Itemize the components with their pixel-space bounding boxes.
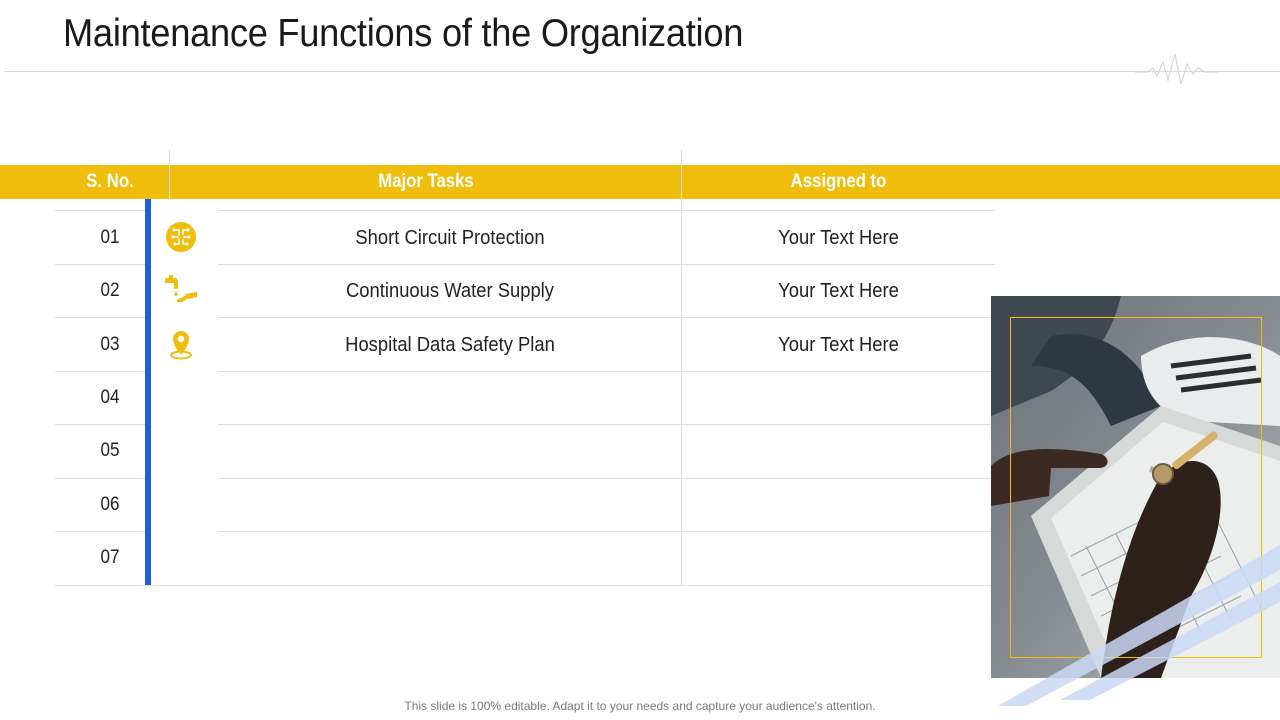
row-divider [55, 264, 145, 265]
page-title: Maintenance Functions of the Organization [63, 12, 744, 55]
row-divider [55, 424, 145, 425]
assigned-label: Your Text Here [778, 334, 899, 356]
task-label: Short Circuit Protection [355, 227, 545, 249]
header-major-tasks: Major Tasks [378, 171, 474, 192]
circuit-icon [165, 221, 197, 253]
row-divider [55, 317, 145, 318]
row-divider [218, 531, 995, 532]
location-pin-icon [165, 328, 197, 360]
row-number: 03 [100, 334, 120, 355]
row-number: 07 [100, 547, 120, 568]
header-divider [169, 150, 170, 199]
row-divider [55, 210, 145, 211]
row-divider [218, 424, 995, 425]
row-number: 01 [100, 227, 120, 248]
row-divider [218, 371, 995, 372]
header-assigned-to: Assigned to [790, 171, 887, 192]
task-label: Continuous Water Supply [346, 280, 554, 302]
header-sno: S. No. [86, 171, 134, 192]
water-tap-icon [163, 274, 199, 306]
row-number: 02 [100, 280, 120, 301]
row-number: 04 [100, 387, 120, 408]
task-label: Hospital Data Safety Plan [345, 334, 555, 356]
title-divider [4, 71, 1280, 72]
row-divider [218, 317, 995, 318]
footer-note: This slide is 100% editable. Adapt it to your needs and capture your audience's attention. [404, 699, 876, 713]
row-divider [55, 531, 145, 532]
row-divider [218, 210, 995, 211]
row-divider [55, 478, 145, 479]
row-divider [218, 478, 995, 479]
assigned-label: Your Text Here [778, 227, 899, 249]
row-number: 06 [100, 494, 120, 515]
row-divider [218, 264, 995, 265]
heartbeat-line-icon [1135, 46, 1280, 88]
column-divider [681, 150, 682, 585]
decorative-diagonal-stripes [990, 520, 1280, 710]
assigned-label: Your Text Here [778, 280, 899, 302]
row-divider [55, 371, 145, 372]
row-number: 05 [100, 440, 120, 461]
table-bottom-border [55, 585, 995, 586]
